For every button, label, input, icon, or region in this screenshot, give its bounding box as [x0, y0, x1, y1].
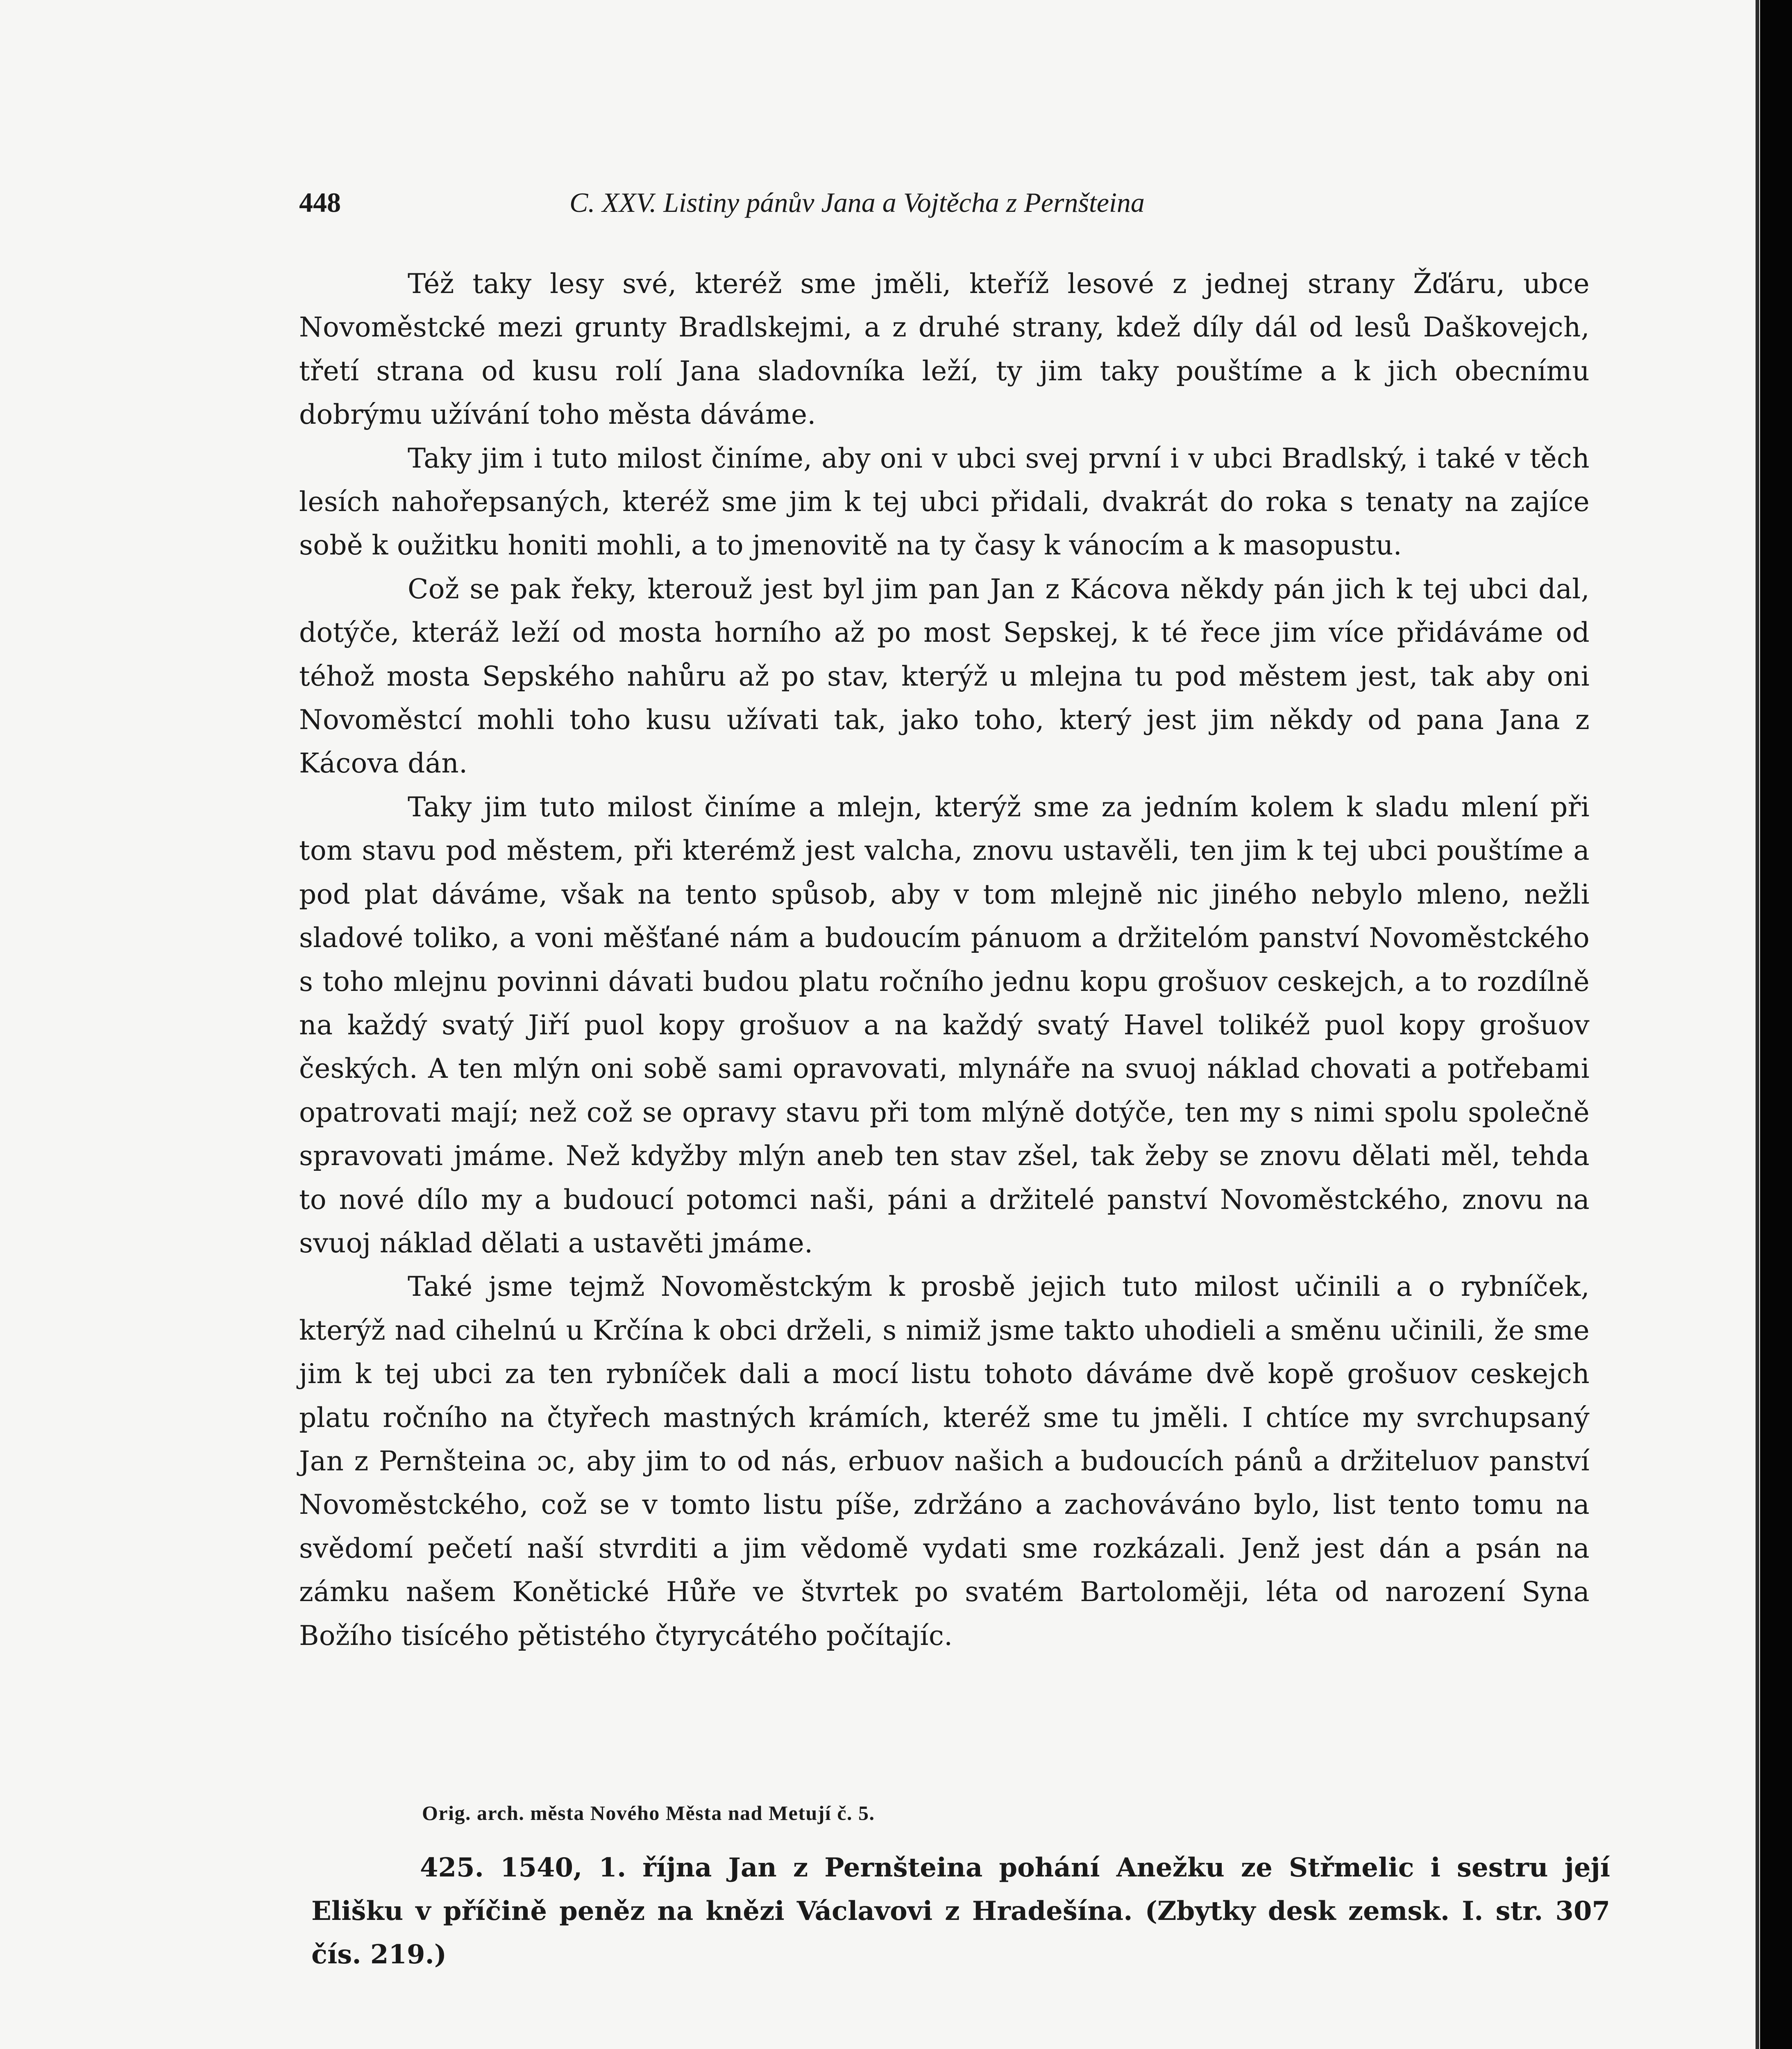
source-note: Orig. arch. města Nového Města nad Metují č. 5. — [422, 1801, 875, 1824]
document-body — [299, 262, 1590, 1658]
page-number: 448 — [299, 187, 341, 218]
paragraph: Což se pak řeky, kterouž jest byl jim pan Jan z Kácova někdy pán jich k tej ubci dal, dotýče, kteráž leží od mosta horního až po most Sepskej, k té řece jim více přidáváme od téhož mosta Sepského nahůru až po stav, kterýž u mlejna tu pod městem jest, tak aby oni Novoměstcí mohli toho kusu užívati tak, jako toho, který jest jim někdy od pana Jana z Kácova dán. — [299, 573, 1590, 779]
regest-paragraph — [311, 1846, 1610, 1976]
regest-text: 1540, 1. října Jan z Pernšteina pohání Anežku ze Střmelic i sestru její Elišku v příčině peněz na knězi Václavovi z Hradešína. (Zbytky desk zemsk. I. str. 307 čís. 219.) — [311, 1852, 1611, 1970]
paragraph: Také jsme tejmž Novoměstckým k prosbě jejich tuto milost učinili a o rybníček, kterýž nad cihelnú u Krčína k obci drželi, s nimiž jsme takto uhodieli a směnu učinili, že sme jim k tej ubci za ten rybníček dali a mocí listu tohoto dáváme dvě kopě grošuov ceskejch platu ročního na čtyřech mastných krámích, kteréž sme tu jměli. I chtíce my svrchupsaný Jan z Pernšteina ɔc, aby jim to od nás, erbuov našich a budoucích pánů a držiteluov panství Novoměstckého, což se v tomto listu píše, zdržáno a zachováváno bylo, list tento tomu na svědomí pečetí naší stvrditi a jim vědomě vydati sme rozkázali. Jenž jest dán a psán na zámku našem Konětické Hůře ve štvrtek po svatém Bartoloměji, léta od narození Syna Božího tisícého pětistého čtyrycátého počítajíc. — [299, 1271, 1590, 1651]
paragraph: Též taky lesy své, kteréž sme jměli, kteříž lesové z jednej strany Žďáru, ubce Novoměstcké mezi grunty Bradlskejmi, a z druhé strany, kdež díly dál od lesů Daškovejch, třetí strana od kusu rolí Jana sladovníka leží, ty jim taky pouštíme a k jich obecnímu dobrýmu užívání toho města dáváme. — [299, 268, 1590, 431]
regest-number: 425. — [420, 1852, 484, 1883]
scan-border — [1760, 0, 1792, 2049]
paragraph: Taky jim tuto milost činíme a mlejn, kterýž sme za jedním kolem k sladu mlení při tom stavu pod městem, při kterémž jest valcha, znovu ustavěli, ten jim k tej ubci pouštíme a pod plat dáváme, však na tento spůsob, aby v tom mlejně nic jiného nebylo mleno, nežli sladové toliko, a voni měšťané nám a budoucím pánuom a držitelóm panství Novoměstckého s toho mlejnu povinni dávati budou platu ročního jednu kopu grošuov ceskejch, a to rozdílně na každý svatý Jiří puol kopy grošuov a na každý svatý Havel tolikéž puol kopy grošuov českých. A ten mlýn oni sobě sami opravovati, mlynáře na svuoj náklad chovati a potřebami opatrovati mají; než což se opravy stavu při tom mlýně dotýče, ten my s nimi spolu společně spravovati jmáme. Než kdyžby mlýn aneb ten stav zšel, tak žeby se znovu dělati měl, tehda to nové dílo my a budoucí potomci naši, páni a držitelé panství Novoměstckého, znovu na svuoj náklad dělati a ustavěti jmáme. — [299, 791, 1590, 1259]
regest-entry — [311, 1846, 1610, 1976]
page-header — [299, 186, 1323, 232]
running-head: C. XXV. Listiny pánův Jana a Vojtěcha z Pernšteina — [569, 187, 1145, 218]
paragraph: Taky jim i tuto milost činíme, aby oni v ubci svej první i v ubci Bradlský, i také v těch lesích nahořepsaných, kteréž sme jim k tej ubci přidali, dvakrát do roka s tenaty na zajíce sobě k oužitku honiti mohli, a to jmenovitě na ty časy k vánocím a k masopustu. — [299, 442, 1590, 561]
page-edge-shadow — [1756, 0, 1759, 2049]
